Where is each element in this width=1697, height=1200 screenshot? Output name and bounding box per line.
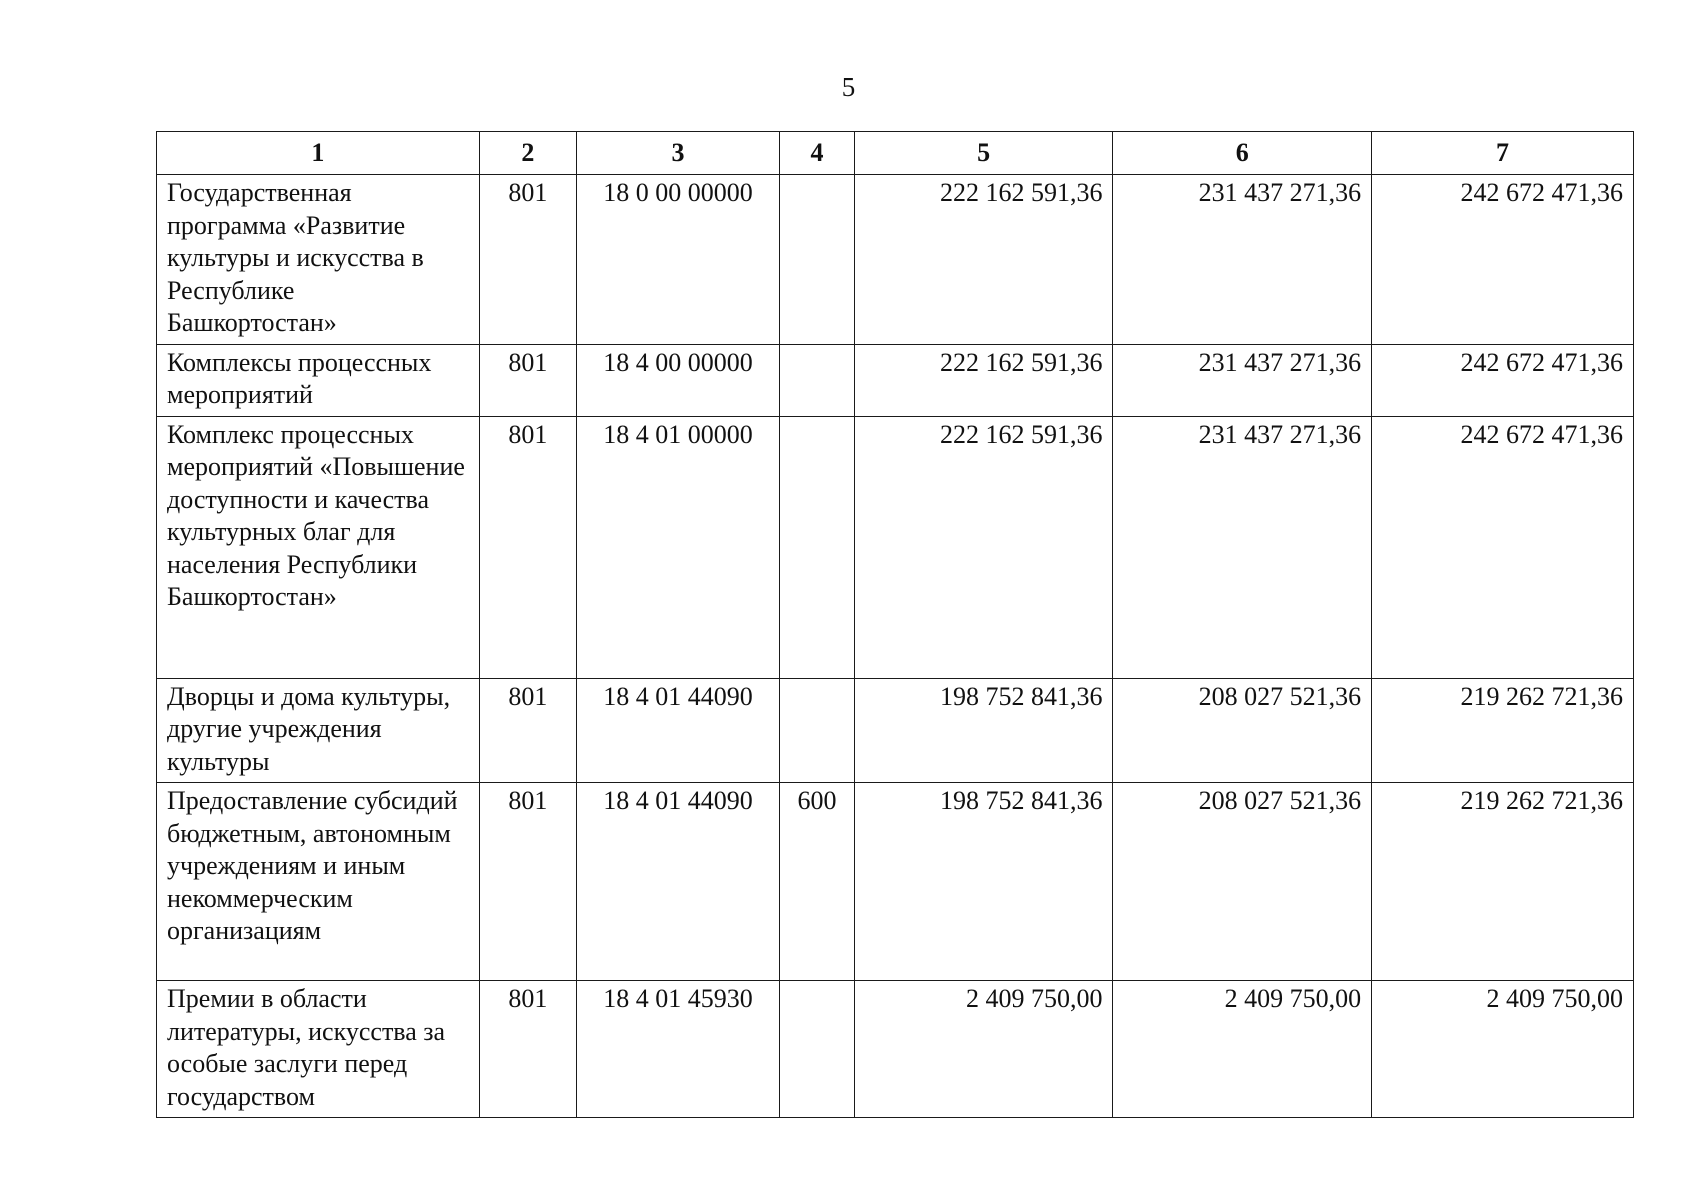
row-name-cell: Дворцы и дома культуры, другие учреждения культуры: [157, 678, 480, 783]
page-number: 5: [841, 72, 856, 102]
table-row: [157, 175, 1634, 345]
column-header-2: 2: [479, 132, 576, 175]
column-header-7: 7: [1372, 132, 1634, 175]
table-row: [157, 981, 1634, 1118]
row-amount-year3-cell: 2 409 750,00: [1372, 981, 1634, 1118]
row-target-cell: 18 4 01 44090: [577, 783, 780, 981]
row-type-cell: [780, 678, 855, 783]
row-type-cell: [780, 175, 855, 345]
row-type-cell: [780, 416, 855, 678]
row-name-cell: Комплекс процессных мероприятий «Повышение доступности и качества культурных благ для населения Республики Башкортостан»: [157, 416, 480, 678]
row-amount-year3-cell: 242 672 471,36: [1372, 344, 1634, 416]
row-code-cell: 801: [479, 981, 576, 1118]
row-target-cell: 18 0 00 00000: [577, 175, 780, 345]
row-amount-year3-cell: 219 262 721,36: [1372, 678, 1634, 783]
row-amount-year1-cell: 198 752 841,36: [854, 783, 1113, 981]
row-amount-year3-cell: 242 672 471,36: [1372, 416, 1634, 678]
row-name-cell: Предоставление субсидий бюджетным, автономным учреждениям и иным некоммерческим организациям: [157, 783, 480, 981]
row-type-cell: [780, 981, 855, 1118]
row-amount-year1-cell: 222 162 591,36: [854, 175, 1113, 345]
row-name-cell: Государственная программа «Развитие культуры и искусства в Республике Башкортостан»: [157, 175, 480, 345]
row-amount-year1-cell: 222 162 591,36: [854, 344, 1113, 416]
row-type-cell: 600: [780, 783, 855, 981]
row-amount-year3-cell: 242 672 471,36: [1372, 175, 1634, 345]
row-name-cell: Комплексы процессных мероприятий: [157, 344, 480, 416]
table-row: [157, 416, 1634, 678]
row-code-cell: 801: [479, 344, 576, 416]
row-amount-year1-cell: 222 162 591,36: [854, 416, 1113, 678]
row-name-cell: Премии в области литературы, искусства за особые заслуги перед государством: [157, 981, 480, 1118]
row-amount-year2-cell: 2 409 750,00: [1113, 981, 1372, 1118]
row-code-cell: 801: [479, 678, 576, 783]
row-amount-year2-cell: 231 437 271,36: [1113, 175, 1372, 345]
table-row: [157, 783, 1634, 981]
column-header-6: 6: [1113, 132, 1372, 175]
budget-table: [156, 131, 1634, 1118]
row-amount-year2-cell: 231 437 271,36: [1113, 344, 1372, 416]
row-amount-year2-cell: 208 027 521,36: [1113, 783, 1372, 981]
column-header-5: 5: [854, 132, 1113, 175]
row-target-cell: 18 4 01 45930: [577, 981, 780, 1118]
column-header-3: 3: [577, 132, 780, 175]
header-row: [157, 132, 1634, 175]
column-header-1: 1: [157, 132, 480, 175]
row-amount-year3-cell: 219 262 721,36: [1372, 783, 1634, 981]
row-amount-year1-cell: 2 409 750,00: [854, 981, 1113, 1118]
row-type-cell: [780, 344, 855, 416]
table-row: [157, 344, 1634, 416]
row-code-cell: 801: [479, 783, 576, 981]
row-amount-year2-cell: 231 437 271,36: [1113, 416, 1372, 678]
column-header-4: 4: [780, 132, 855, 175]
table-row: [157, 678, 1634, 783]
row-code-cell: 801: [479, 416, 576, 678]
row-target-cell: 18 4 01 44090: [577, 678, 780, 783]
row-target-cell: 18 4 00 00000: [577, 344, 780, 416]
row-target-cell: 18 4 01 00000: [577, 416, 780, 678]
row-amount-year1-cell: 198 752 841,36: [854, 678, 1113, 783]
row-code-cell: 801: [479, 175, 576, 345]
row-amount-year2-cell: 208 027 521,36: [1113, 678, 1372, 783]
